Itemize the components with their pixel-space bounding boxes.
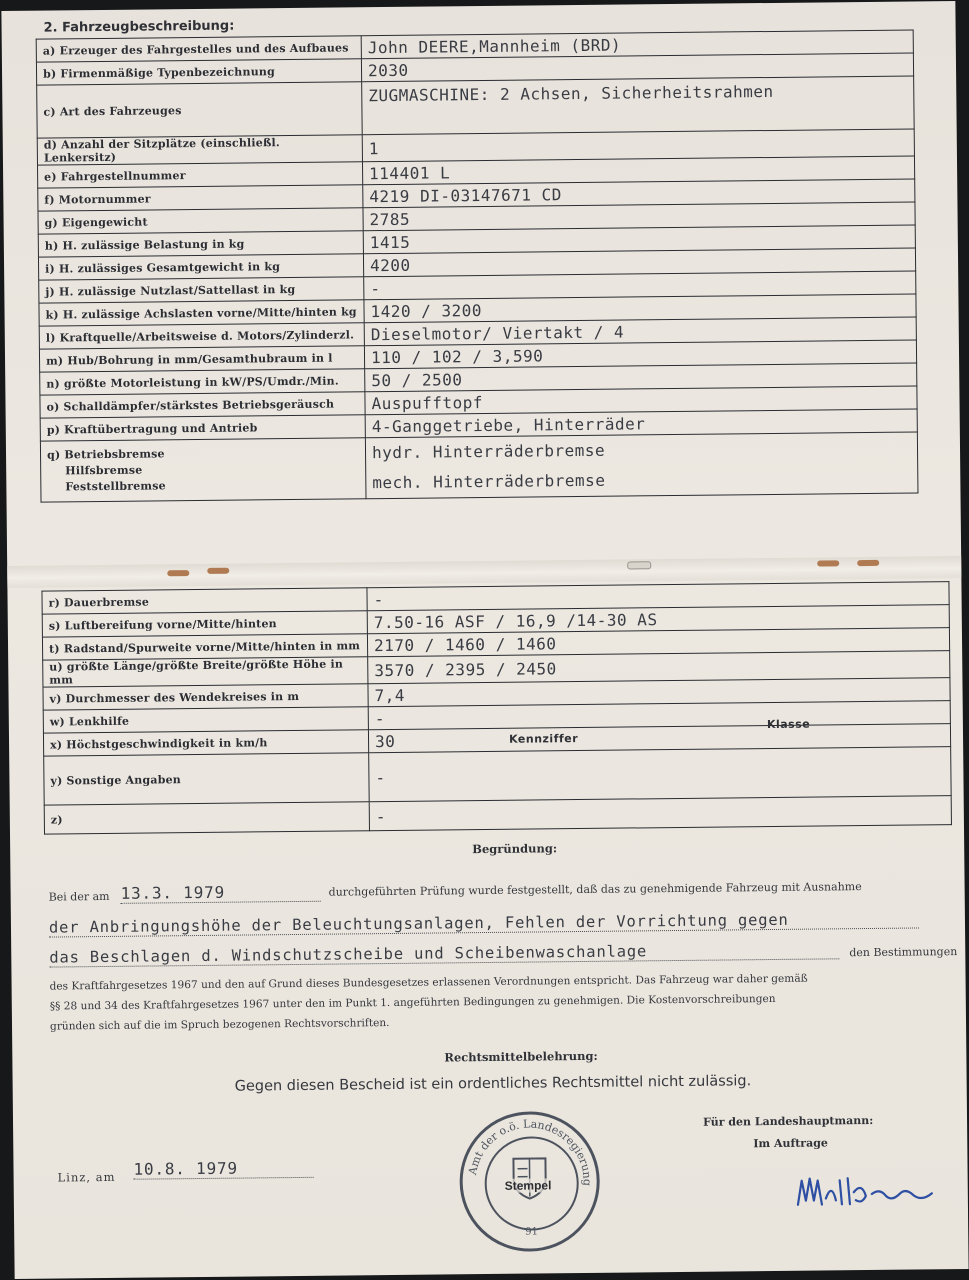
row-value: 7,4 — [368, 678, 950, 707]
row-value: 7.50-16 ASF / 16,9 /14-30 AS — [367, 605, 949, 634]
begruendung-prefix: Bei der am — [48, 889, 110, 904]
row-value: 1420 / 3200 — [364, 294, 916, 323]
row-value: 3570 / 2395 / 2450 — [368, 651, 950, 684]
row-label: f) Motornummer — [38, 185, 363, 211]
row-label: v) Durchmesser des Wendekreises in m — [43, 684, 368, 710]
row-value: 110 / 102 / 3,590 — [364, 340, 916, 369]
table-row — [40, 432, 918, 502]
vehicle-description-table-bottom — [41, 581, 952, 834]
brake-label-3: Feststellbremse — [65, 479, 166, 494]
rechtsmittel-heading: Rechtsmittelbelehrung: — [444, 1048, 598, 1065]
staple-hole — [167, 570, 189, 576]
row-value: ZUGMASCHINE: 2 Achsen, Sicherheitsrahmen — [362, 76, 915, 135]
stamp-center-text: Stempel — [504, 1178, 552, 1193]
signature — [792, 1169, 942, 1219]
authority-line-1: Für den Landeshauptmann: — [702, 1113, 874, 1129]
row-value: John DEERE,Mannheim (BRD) — [361, 30, 913, 59]
row-label: z) — [44, 802, 369, 834]
row-value: - — [367, 582, 949, 611]
rechtsmittel-text: Gegen diesen Bescheid ist ein ordentliches Rechtsmittel nicht zulässig. — [234, 1073, 752, 1095]
row-value: 50 / 2500 — [365, 363, 917, 392]
row-label: y) Sonstige Angaben — [44, 753, 369, 805]
row-label: m) Hub/Bohrung in mm/Gesamthubraum in l — [39, 346, 364, 372]
place-label: Linz, am — [57, 1169, 116, 1185]
row-value — [365, 432, 918, 499]
begruendung-text-3: des Kraftfahrgesetzes 1967 und den auf Grund dieses Bundesgesetzes erlassenen Verordnungen entspricht. Das Fahrzeug war daher gemäß — [49, 972, 808, 993]
vehicle-description-table-top — [36, 29, 919, 502]
row-value: 4219 DI-03147671 CD — [363, 179, 915, 208]
kennziffer-label: Kennziffer — [508, 732, 579, 746]
row-label: a) Erzeuger des Fahrgestelles und des Aufbaues — [36, 36, 361, 62]
row-label: d) Anzahl der Sitzplätze (einschließl. Lenkersitz) — [37, 135, 362, 165]
begruendung-heading: Begründung: — [472, 841, 558, 857]
stamp-top-text: Amt der o.ö. Landesregierung — [466, 1117, 594, 1187]
row-value: 2785 — [363, 202, 915, 231]
staple-hole — [207, 568, 229, 574]
row-value: 1 — [362, 129, 914, 162]
brake-label-1: q) Betriebsbremse — [46, 447, 165, 462]
inspection-date: 13.3. 1979 — [121, 882, 321, 904]
authority-line-2: Im Auftrage — [753, 1136, 828, 1151]
row-value: 114401 L — [362, 156, 914, 185]
row-label: p) Kraftübertragung und Antrieb — [40, 415, 365, 441]
row-label: g) Eigengewicht — [38, 208, 363, 234]
typed-exception-2: das Beschlagen d. Windschutzscheibe und Scheibenwaschanlage — [49, 940, 839, 967]
row-label: c) Art des Fahrzeuges — [37, 82, 363, 138]
row-label: t) Radstand/Spurweite vorne/Mitte/hinten in mm — [42, 634, 367, 660]
section-title: 2. Fahrzeugbeschreibung: — [43, 18, 235, 36]
row-label: o) Schalldämpfer/stärkstes Betriebsgeräusch — [40, 392, 365, 418]
row-label: w) Lenkhilfe — [43, 707, 368, 733]
begruendung-text-2: den Bestimmungen — [849, 945, 958, 960]
row-label — [40, 438, 366, 502]
row-label: b) Firmenmäßige Typenbezeichnung — [36, 59, 361, 85]
staple-hole — [627, 561, 651, 569]
table-row — [37, 76, 915, 138]
row-label: e) Fahrgestellnummer — [38, 162, 363, 188]
row-label: n) größte Motorleistung in kW/PS/Umdr./Min. — [40, 369, 365, 395]
row-value: - — [369, 796, 951, 831]
row-value: 1415 — [363, 225, 915, 254]
brake-value-1: hydr. Hinterräderbremse — [371, 440, 606, 463]
row-label: i) H. zulässiges Gesamtgewicht in kg — [38, 254, 363, 280]
document-page — [1, 1, 968, 1279]
row-value: - — [369, 747, 951, 802]
signature-graphic — [792, 1169, 942, 1215]
row-value: - — [368, 701, 950, 730]
row-value: 4200 — [363, 248, 915, 277]
speed-value: 30 — [374, 731, 396, 751]
begruendung-text-5: gründen sich auf die im Spruch bezogenen Rechtsvorschriften. — [49, 1017, 390, 1033]
row-value: 2030 — [361, 53, 913, 82]
row-value: 4-Ganggetriebe, Hinterräder — [365, 409, 917, 438]
brake-value-2: mech. Hinterräderbremse — [372, 470, 606, 493]
stamp-number: 91 — [525, 1226, 538, 1238]
row-value: 2170 / 1460 / 1460 — [367, 628, 949, 657]
row-value: Auspufftopf — [365, 386, 917, 415]
brake-label-2: Hilfsbremse — [65, 463, 143, 478]
typed-exception-1: der Anbringungshöhe der Beleuchtungsanlagen, Fehlen der Vorrichtung gegen — [49, 909, 919, 937]
row-label: x) Höchstgeschwindigkeit in km/h — [43, 730, 368, 756]
row-label: s) Luftbereifung vorne/Mitte/hinten — [42, 611, 367, 637]
row-label: k) H. zulässige Achslasten vorne/Mitte/hinten kg — [39, 300, 364, 326]
row-label: l) Kraftquelle/Arbeitsweise d. Motors/Zylinderzl. — [39, 323, 364, 349]
row-label: r) Dauerbremse — [42, 588, 367, 614]
begruendung-text-4: §§ 28 und 34 des Kraftfahrgesetzes 1967 unter den im Punkt 1. angeführten Bedingungen zu genehmigen. Die Kostenvorschreibungen — [49, 992, 776, 1013]
row-label: u) größte Länge/größte Breite/größte Höhe in mm — [43, 657, 368, 687]
row-value: - — [364, 271, 916, 300]
row-value: Dieselmotor/ Viertakt / 4 — [364, 317, 916, 346]
row-label: h) H. zulässige Belastung in kg — [38, 231, 363, 257]
staple-hole — [857, 560, 879, 566]
official-stamp — [459, 1111, 600, 1252]
staple-hole — [817, 560, 839, 566]
klasse-label: Klasse — [766, 717, 811, 732]
begruendung-text-1: durchgeführten Prüfung wurde festgestellt, daß das zu genehmigende Fahrzeug mit Ausnahme — [328, 880, 862, 899]
issue-date: 10.8. 1979 — [133, 1158, 313, 1180]
row-label: j) H. zulässige Nutzlast/Sattellast in kg — [39, 277, 364, 303]
